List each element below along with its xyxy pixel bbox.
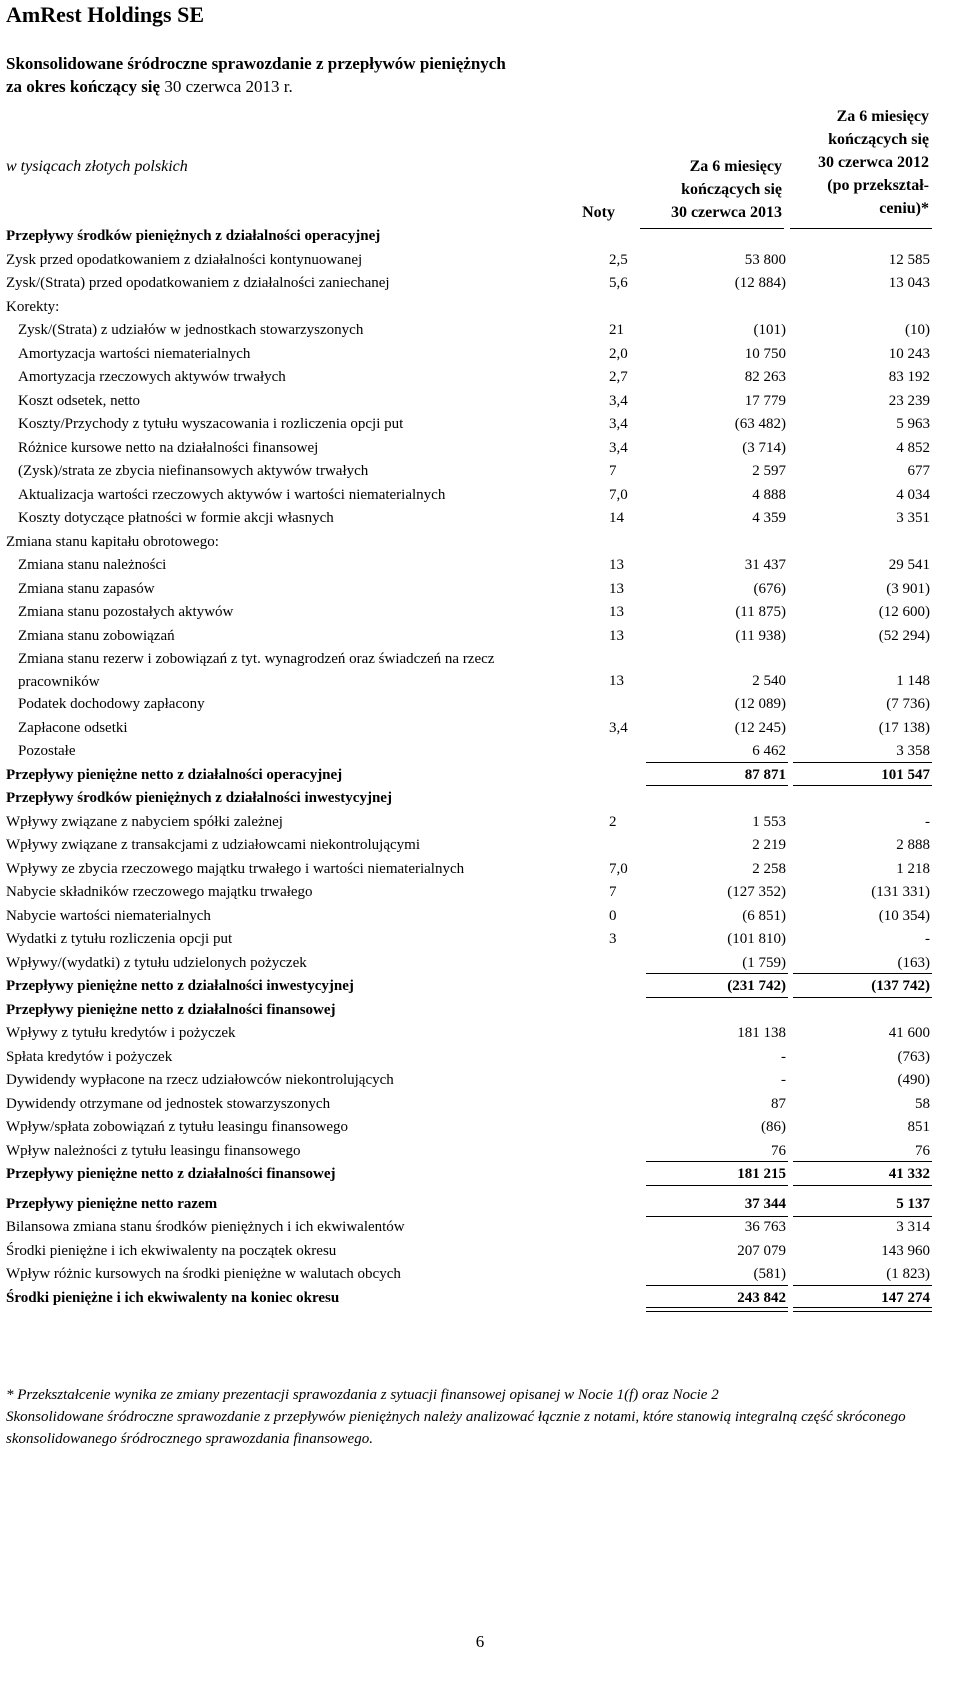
notes-column-header: Noty — [582, 204, 615, 221]
table-row: Wpływy/(wydatki) z tytułu udzielonych pożyczek (1 759) (163) — [6, 952, 930, 976]
table-row: Zmiana stanu zobowiązań 13 (11 938) (52 294) — [18, 627, 930, 644]
title-line-1: Skonsolidowane śródroczne sprawozdanie z przepływów pieniężnych — [6, 54, 506, 73]
table-row: Przepływy pieniężne netto z działalności finansowej — [6, 1001, 336, 1018]
table-row: Zmiana stanu zapasów 13 (676) (3 901) — [18, 580, 930, 597]
table-row: Spłata kredytów i pożyczek - (763) — [6, 1048, 930, 1065]
table-row: Amortyzacja wartości niematerialnych 2,0 10 750 10 243 — [18, 345, 930, 362]
table-row: Zysk przed opodatkowaniem z działalności kontynuowanej 2,5 53 800 12 585 — [6, 251, 930, 268]
column-2012-header: Za 6 miesięcy kończących się 30 czerwca 2012 (po przekształ- ceniu)* — [817, 108, 929, 217]
table-row: Wpływ różnic kursowych na środki pieniężne w walutach obcych (581) (1 823) — [6, 1263, 930, 1287]
table-row: Zmiana stanu należności 13 31 437 29 541 — [18, 557, 930, 573]
table-row: Zapłacone odsetki 3,4 (12 245) (17 138) — [18, 719, 930, 736]
table-row: Zysk/(Strata) przed opodatkowaniem z działalności zaniechanej 5,6 (12 884) 13 043 — [6, 275, 930, 291]
table-row-total: Przepływy pieniężne netto razem 37 344 5 137 — [6, 1195, 930, 1212]
table-row: Nabycie składników rzeczowego majątku trwałego 7 (127 352) (131 331) — [6, 884, 930, 900]
table-row: Bilansowa zmiana stanu środków pieniężnych i ich ekwiwalentów 36 763 3 314 — [6, 1216, 930, 1240]
table-row-subtotal: Przepływy pieniężne netto z działalności operacyjnej 87 871 101 547 — [6, 764, 930, 788]
table-row: Koszty dotyczące płatności w formie akcji własnych 14 4 359 3 351 — [18, 510, 930, 526]
table-row: Koszty/Przychody z tytułu wyszacowania i rozliczenia opcji put 3,4 (63 482) 5 963 — [18, 416, 930, 432]
table-row: Koszt odsetek, netto 3,4 17 779 23 239 — [18, 392, 930, 409]
table-row: Aktualizacja wartości rzeczowych aktywów i wartości niematerialnych 7,0 4 888 4 034 — [18, 486, 930, 503]
table-row: Nabycie wartości niematerialnych 0 (6 851) (10 354) — [6, 907, 930, 924]
table-row: Dywidendy wypłacone na rzecz udziałowców niekontrolujących - (490) — [6, 1072, 930, 1088]
table-row: Amortyzacja rzeczowych aktywów trwałych 2,7 82 263 83 192 — [18, 369, 930, 385]
table-row: Wpływy z tytułu kredytów i pożyczek 181 138 41 600 — [6, 1025, 930, 1041]
column-2013-header: Za 6 miesięcy kończących się 30 czerwca 2013 — [670, 158, 782, 221]
table-row: Pozostałe 6 462 3 358 — [6, 740, 930, 764]
table-row: Zmiana stanu rezerw i zobowiązań z tyt. wynagrodzeń oraz świadczeń na rzecz pracowników 13 2 540 1 148 — [18, 651, 930, 690]
table-row: Przepływy środków pieniężnych z działalności operacyjnej — [6, 228, 381, 244]
page-number: 6 — [475, 1632, 485, 1651]
cash-flow-table — [6, 225, 930, 1310]
table-row-grand-total: Środki pieniężne i ich ekwiwalenty na koniec okresu 243 842 147 274 — [6, 1287, 930, 1311]
table-row: Wpływ/spłata zobowiązań z tytułu leasingu finansowego (86) 851 — [6, 1119, 930, 1135]
footnote-notes-reference: Skonsolidowane śródroczne sprawozdanie z przepływów pieniężnych należy analizować łącznie z notami, które stanowią integralną część skróconego skonsolidowanego śródrocznego sprawozdania finansowego. — [6, 1409, 906, 1447]
company-name: AmRest Holdings SE — [6, 2, 205, 27]
table-row: Zmiana stanu pozostałych aktywów 13 (11 875) (12 600) — [18, 604, 930, 620]
statement-title — [6, 52, 506, 98]
title-line-2: za okres kończący się 30 czerwca 2013 r. — [6, 77, 293, 96]
table-row: Zmiana stanu kapitału obrotowego: — [6, 533, 219, 550]
unit-label: w tysiącach złotych polskich — [6, 158, 188, 175]
table-row: Środki pieniężne i ich ekwiwalenty na początek okresu 207 079 143 960 — [6, 1242, 930, 1259]
table-row: Wpływ należności z tytułu leasingu finansowego 76 76 — [6, 1140, 930, 1164]
table-row: Zysk/(Strata) z udziałów w jednostkach stowarzyszonych 21 (101) (10) — [18, 322, 930, 338]
table-row: Wydatki z tytułu rozliczenia opcji put 3 (101 810) - — [6, 931, 930, 947]
footnote-restatement: * Przekształcenie wynika ze zmiany prezentacji sprawozdania z sytuacji finansowej opisanej w Nocie 1(f) oraz Nocie 2 — [6, 1387, 719, 1403]
table-row: Wpływy ze zbycia rzeczowego majątku trwałego i wartości niematerialnych 7,0 2 258 1 218 — [6, 860, 930, 877]
table-row: Dywidendy otrzymane od jednostek stowarzyszonych 87 58 — [6, 1095, 930, 1112]
table-row: Korekty: — [6, 298, 60, 315]
table-row: Różnice kursowe netto na działalności finansowej 3,4 (3 714) 4 852 — [18, 439, 930, 456]
table-row: Wpływy związane z nabyciem spółki zależnej 2 1 553 - — [6, 813, 930, 830]
table-row: Podatek dochodowy zapłacony (12 089) (7 736) — [18, 696, 930, 712]
table-row-subtotal: Przepływy pieniężne netto z działalności finansowej 181 215 41 332 — [6, 1163, 930, 1187]
table-row: (Zysk)/strata ze zbycia niefinansowych aktywów trwałych 7 2 597 677 — [18, 463, 930, 479]
table-row: Wpływy związane z transakcjami z udziałowcami niekontrolującymi 2 219 2 888 — [6, 837, 930, 853]
table-row: Przepływy środków pieniężnych z działalności inwestycyjnej — [6, 790, 392, 806]
footnote — [6, 1384, 958, 1450]
table-row-subtotal: Przepływy pieniężne netto z działalności inwestycyjnej (231 742) (137 742) — [6, 975, 930, 999]
